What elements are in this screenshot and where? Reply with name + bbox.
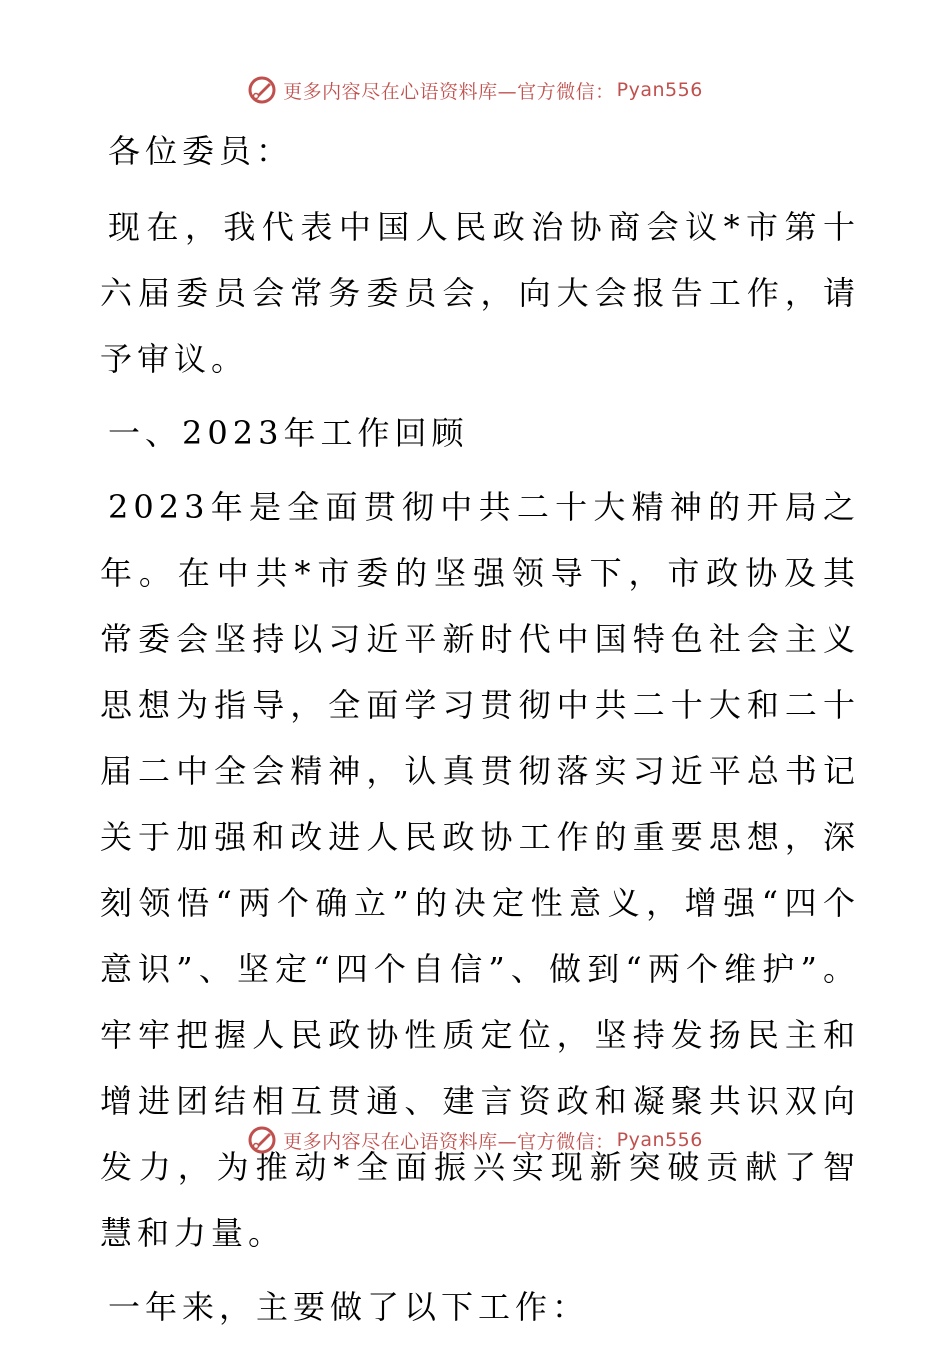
salutation: 各位委员： [108, 132, 294, 170]
pen-logo-icon [247, 1125, 277, 1155]
watermark-text: 更多内容尽在心语资料库—官方微信： [283, 1130, 615, 1153]
watermark-wechat-id: Pyan556 [616, 79, 703, 101]
paragraph-review: 2023年是全面贯彻中共二十大精神的开局之年。在中共*市委的坚强领导下，市政协及其常委会坚持以习近平新时代中国特色社会主义思想为指导，全面学习贯彻中共二十大和二十届二中全会精神，认真贯彻落实习近平总书记关于加强和改进人民政协工作的重要思想，深刻领悟“两个确立”的决定性意义，增强“四个意识”、坚定“四个自信”、做到“两个维护”。牢牢把握人民政协性质定位，坚持发扬民主和增进团结相互贯通、建言资政和凝聚共识双向发力，为推动*全面振兴实现新突破贡献了智慧和力量。 [100, 488, 860, 1252]
pen-logo-icon [247, 75, 277, 105]
watermark-wechat-id: Pyan556 [616, 1129, 703, 1151]
watermark-text: 更多内容尽在心语资料库—官方微信： [283, 80, 615, 103]
watermark-header [0, 70, 950, 110]
watermark-footer [0, 1120, 950, 1160]
paragraph-intro: 现在，我代表中国人民政治协商会议*市第十六届委员会常务委员会，向大会报告工作，请予审议。 [100, 208, 860, 378]
paragraph-work-lead: 一年来，主要做了以下工作： [108, 1288, 590, 1326]
section-heading: 一、2023年工作回顾 [108, 414, 469, 452]
document-body [100, 118, 860, 1348]
